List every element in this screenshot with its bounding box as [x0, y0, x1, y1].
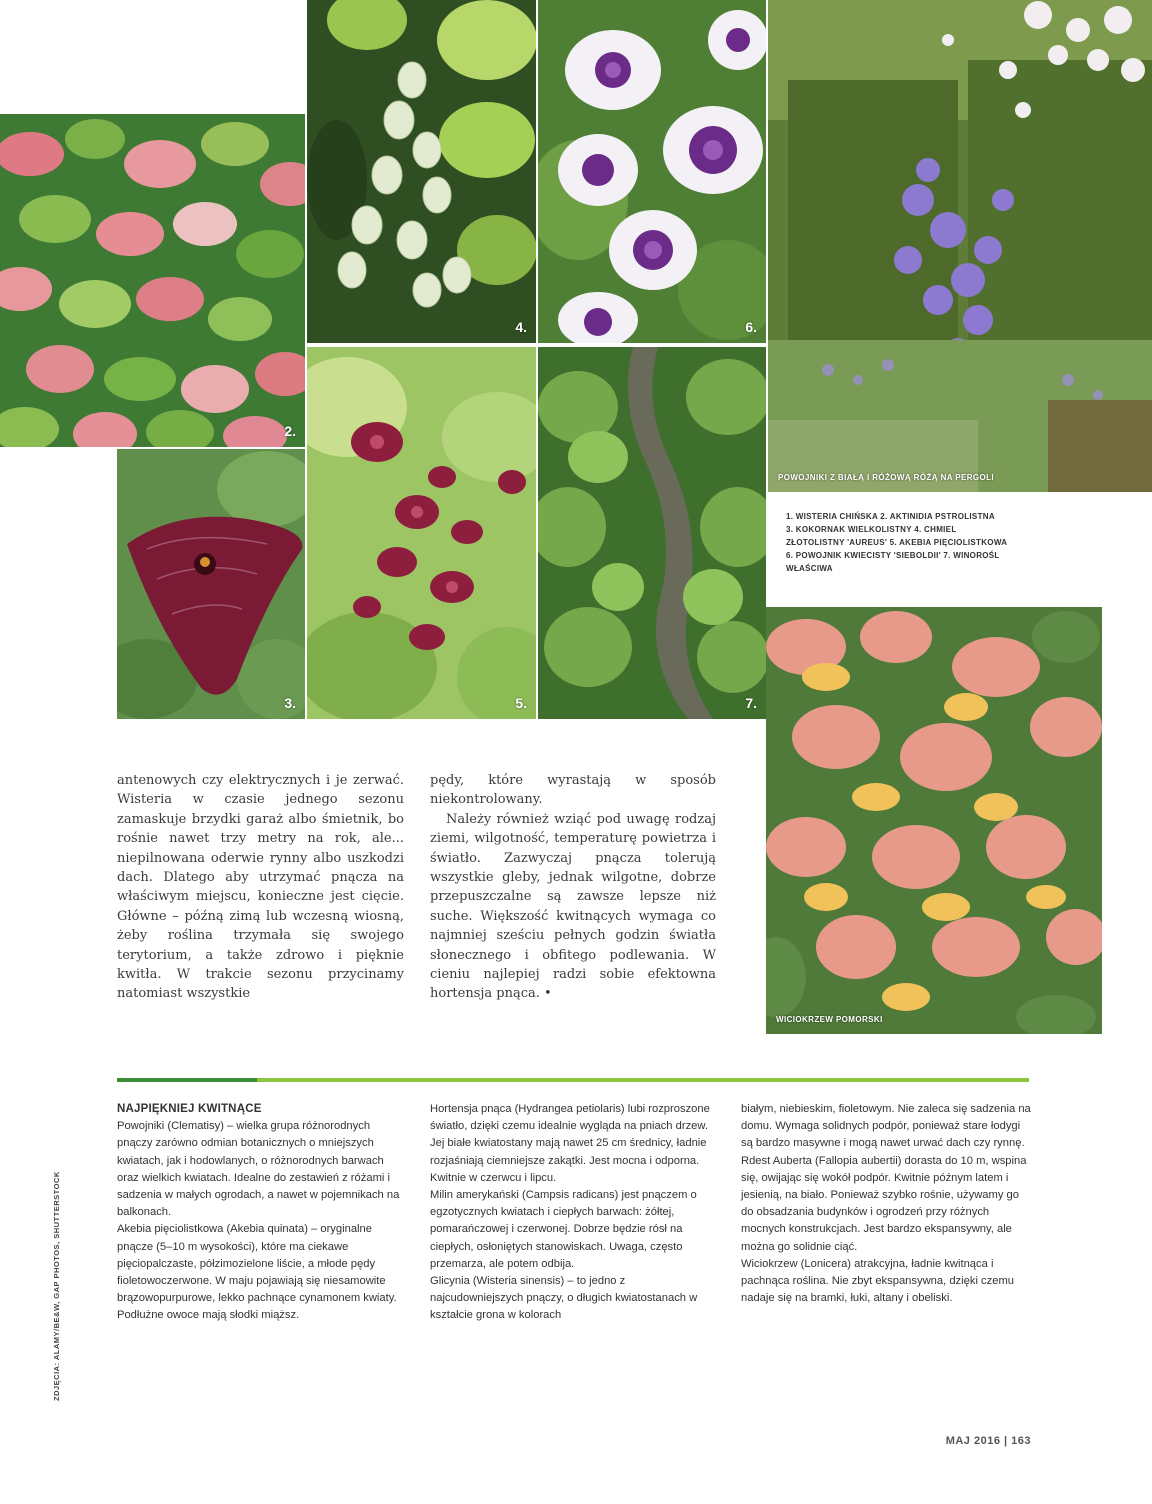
photo-legend	[786, 510, 1046, 575]
sidebar-paragraph: Akebia pięciolistkowa (Akebia quinata) – oryginalne pnącze (5–10 m wysokości), które ma ciekawe pięciopalczaste, półzimozielone liście, a młode pędy fioletowoczerwone. W maju pojawiają się niesamowite brązowopurpurowe, lekko pachnące cynamonem kwiaty. Podłużne owoce mają słodki miąższ.	[117, 1223, 397, 1322]
article-paragraph: Należy również wziąć pod uwagę rodzaj ziemi, wilgotność, temperaturę powietrza i światło. Zazwyczaj pnącza tolerują wszystkie gleby, jednak wilgotne, dobrze przepuszczalne są zawsze lepsze niż suche. Większość kwitnących wymaga co najmniej sześciu pełnych godzin światła słonecznego i obfitego podlewania. W cieniu najlepiej radzi sobie efektowna hortensja pnąca. •	[430, 811, 716, 1002]
sidebar-paragraph: białym, niebieskim, fioletowym. Nie zaleca się sadzenia na domu. Wymaga solidnych podpór, ponieważ stare łodygi są bardzo masywne i mogą nawet urwać dach czy rynnę.	[741, 1103, 1031, 1150]
photo-clematis	[538, 0, 766, 343]
photo-pergola	[768, 0, 1152, 492]
photo-actinidia	[0, 114, 305, 447]
article-paragraph: antenowych czy elektrycznych i je zerwać. Wisteria w czasie jednego sezonu zamaskuje brzydki garaż albo śmietnik, bo rośnie nawet trzy metry na rok, ale... niepilnowana oderwie rynny albo uszkodzi dach. Dlatego aby utrzymać pnącza na właściwym miejscu, konieczne jest cięcie. Główne – późną zimą lub wczesną wiosną, żeby roślina trzymała się swojego terytorium, a także zdrowo i pięknie kwitła. W trakcie sezonu przycinamy natomiast wszystkie	[117, 773, 404, 1002]
sidebar-title: NAJPIĘKNIEJ KWITNĄCE	[117, 1103, 262, 1115]
section-divider	[117, 1078, 1029, 1082]
sidebar-paragraph: Milin amerykański (Campsis radicans) jest pnączem o egzotycznych kwiatach i ciepłych barwach: żółtej, pomarańczowej i czerwonej. Dobrze będzie rósł na ciepłych, osłoniętych stanowiskach. Uwaga, często przemarza, ale potem odbija.	[430, 1189, 697, 1270]
sidebar-paragraph: Powojniki (Clematisy) – wielka grupa różnorodnych pnączy zarówno odmian botanicznych o mniejszych kwiatach, jak i hodowlanych, o różnorodnych barwach oraz wielkich kwiatach. Idealne do zestawień z różami i sadzenia w małych ogrodach, a nawet w pojemnikach na balkonach.	[117, 1120, 400, 1219]
legend-line: WŁAŚCIWA	[786, 564, 833, 573]
sidebar-column-2	[430, 1101, 716, 1325]
photo-akebia	[307, 347, 536, 719]
article-column-2	[430, 771, 716, 1004]
photo-number: 5.	[515, 695, 527, 711]
sidebar-paragraph: Wiciokrzew (Lonicera) atrakcyjna, ładnie kwitnąca i pachnąca roślina. Nie zbyt ekspansywna, dzięki czemu nadaje się na bramki, łuki, altany i obeliski.	[741, 1257, 1014, 1305]
photo-aristolochia	[117, 449, 305, 719]
sidebar-paragraph: Glicynia (Wisteria sinensis) – to jedno z najcudowniejszych pnączy, o długich kwiatostanach w kształcie grona w kolorach	[430, 1275, 698, 1322]
sidebar-paragraph: Rdest Auberta (Fallopia aubertii) dorasta do 10 m, wspina się, owijając się wokół podpór. Kwitnie późnym latem i jesienią, na biało. Ponieważ szybko rośnie, używamy go do obsadzania budynków i ogrodzeń przy różnych mocnych konstrukcjach. Jest bardzo ekspansywny, ale można go solidnie ciąć.	[741, 1154, 1027, 1253]
page-folio: MAJ 2016 | 163	[945, 1435, 1031, 1447]
photo-caption: WICIOKRZEW POMORSKI	[776, 1015, 883, 1024]
legend-line: ZŁOTOLISTNY 'AUREUS' 5. AKEBIA PIĘCIOLISTKOWA	[786, 538, 1008, 547]
photo-honeysuckle	[766, 607, 1102, 1034]
photo-hop	[307, 0, 536, 343]
sidebar-paragraph: Hortensja pnąca (Hydrangea petiolaris) lubi rozproszone światło, dzięki czemu idealnie wygląda na pniach drzew. Jej białe kwiatostany mają nawet 25 cm średnicy, ładnie rozjaśniają ciemniejsze zakątki. Jest mocna i odporna. Kwitnie w czerwcu i lipcu.	[430, 1103, 710, 1184]
photo-number: 3.	[284, 695, 296, 711]
article-paragraph: pędy, które wyrastają w sposób niekontrolowany.	[430, 773, 716, 808]
photo-number: 4.	[515, 319, 527, 335]
sidebar-column-1	[117, 1101, 405, 1325]
legend-line: 6. POWOJNIK KWIECISTY 'SIEBOLDII' 7. WINOROŚL	[786, 551, 1000, 560]
photo-number: 7.	[745, 695, 757, 711]
photo-credit: ZDJĘCIA: ALAMY/BE&W, GAP PHOTOS, SHUTTERSTOCK	[52, 1171, 61, 1401]
article-column-1	[117, 771, 404, 1004]
legend-line: 3. KOKORNAK WIELKOLISTNY 4. CHMIEL	[786, 525, 957, 534]
photo-caption: POWOJNIKI Z BIAŁĄ I RÓŻOWĄ RÓŻĄ NA PERGOLI	[778, 473, 995, 482]
photo-number: 2.	[284, 423, 296, 439]
photo-number: 6.	[745, 319, 757, 335]
sidebar-column-3	[741, 1101, 1031, 1307]
photo-grapevine	[538, 347, 766, 719]
legend-line: 1. WISTERIA CHIŃSKA 2. AKTINIDIA PSTROLISTNA	[786, 512, 995, 521]
